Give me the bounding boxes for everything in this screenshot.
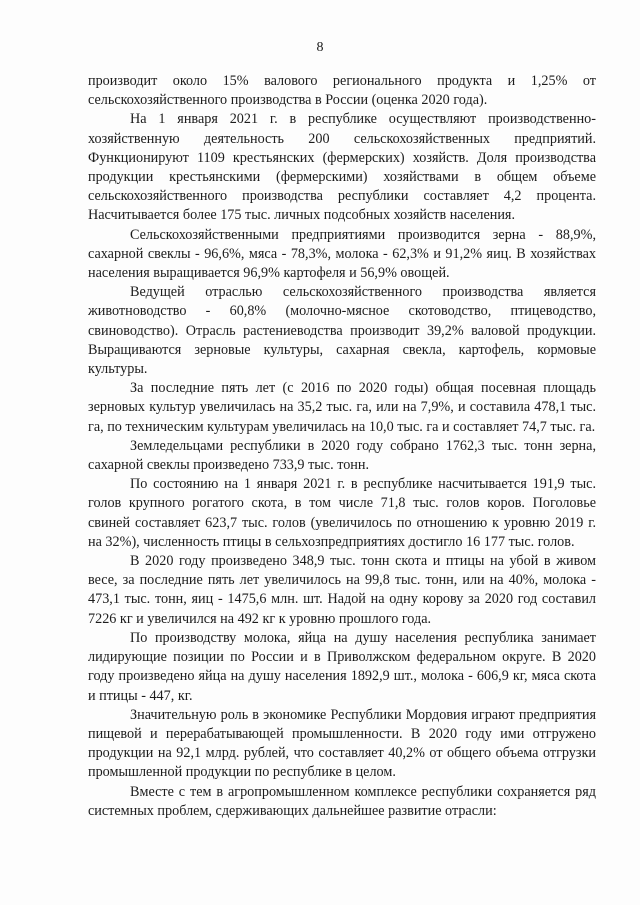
paragraph-enterprises: На 1 января 2021 г. в республике осуществляют производственно-хозяйственную деятельность 200 сельскохозяйственных предприятий. Функционируют 1109 крестьянских (фермерских) хозяйств. Доля производства продукции крестьянскими (фермерскими) хозяйствами в общем объеме сельскохозяйственного производства республики составляет 4,2 процента. Насчитывается более 175 тыс. личных подсобных хозяйств населения. — [88, 111, 596, 224]
paragraph-meat-milk-eggs: В 2020 году произведено 348,9 тыс. тонн скота и птицы на убой в живом весе, за последние пять лет увеличилось на 99,8 тыс. тонн, или на 40%, молока - 473,1 тыс. тонн, яиц - 1475,6 млн. шт. Надой на одну корову за 2020 год составил 7226 кг и увеличился на 492 кг к уровню прошлого года. — [88, 553, 596, 627]
paragraph-livestock: По состоянию на 1 января 2021 г. в республике насчитывается 191,9 тыс. голов крупного рогатого скота, в том числе 71,8 тыс. голов коров. Поголовье свиней составляет 623,7 тыс. голов (увеличилось по отношению к уровню 2019 г. на 32%), численность птицы в сельхозпредприятиях достигло 16 177 тыс. голов. — [88, 476, 596, 550]
paragraph-problems: Вместе с тем в агропромышленном комплексе республики сохраняется ряд системных проблем, сдерживающих дальнейшее развитие отрасли: — [88, 783, 596, 819]
document-body — [88, 72, 596, 821]
paragraph-per-capita: По производству молока, яйца на душу населения республика занимает лидирующие позиции по России и в Приволжском федеральном округе. В 2020 году произведено яйца на душу населения 1892,9 шт., молока - 606,9 кг, мяса скота и птицы - 447, кг. — [88, 629, 596, 704]
paragraph-harvest: Земледельцами республики в 2020 году собрано 1762,3 тыс. тонн зерна, сахарной свеклы произведено 733,9 тыс. тонн. — [88, 437, 596, 474]
paragraph-leading-sector: Ведущей отраслью сельскохозяйственного производства является животноводство - 60,8% (молочно-мясное скотоводство, птицеводство, свиноводство). Отрасль растениеводства производит 39,2% валовой продукции. Выращиваются зерновые культуры, сахарная свекла, картофель, кормовые культуры. — [88, 284, 596, 378]
page-number: 8 — [316, 40, 324, 55]
paragraph-production-shares: Сельскохозяйственными предприятиями производится зерна - 88,9%, сахарной свеклы - 96,6%, мяса - 78,3%, молока - 62,3% и 91,2% яиц. В хозяйствах населения выращивается 96,9% картофеля и 56,9% овощей. — [88, 226, 596, 282]
paragraph-food-industry: Значительную роль в экономике Республики Мордовия играют предприятия пищевой и перерабатывающей промышленности. В 2020 году ими отгружено продукции на 92,1 млрд. рублей, что составляет 40,2% от общего объема отгрузки промышленной продукции по республике в целом. — [88, 706, 596, 781]
paragraph-sown-area: За последние пять лет (с 2016 по 2020 годы) общая посевная площадь зерновых культур увеличилась на 35,2 тыс. га, или на 7,9%, и составила 478,1 тыс. га, по техническим культурам увеличилась на 10,0 тыс. га и составляет 74,7 тыс. га. — [88, 380, 596, 435]
paragraph-continuation: производит около 15% валового регионального продукта и 1,25% от сельскохозяйственного производства в России (оценка 2020 года). — [88, 73, 596, 109]
